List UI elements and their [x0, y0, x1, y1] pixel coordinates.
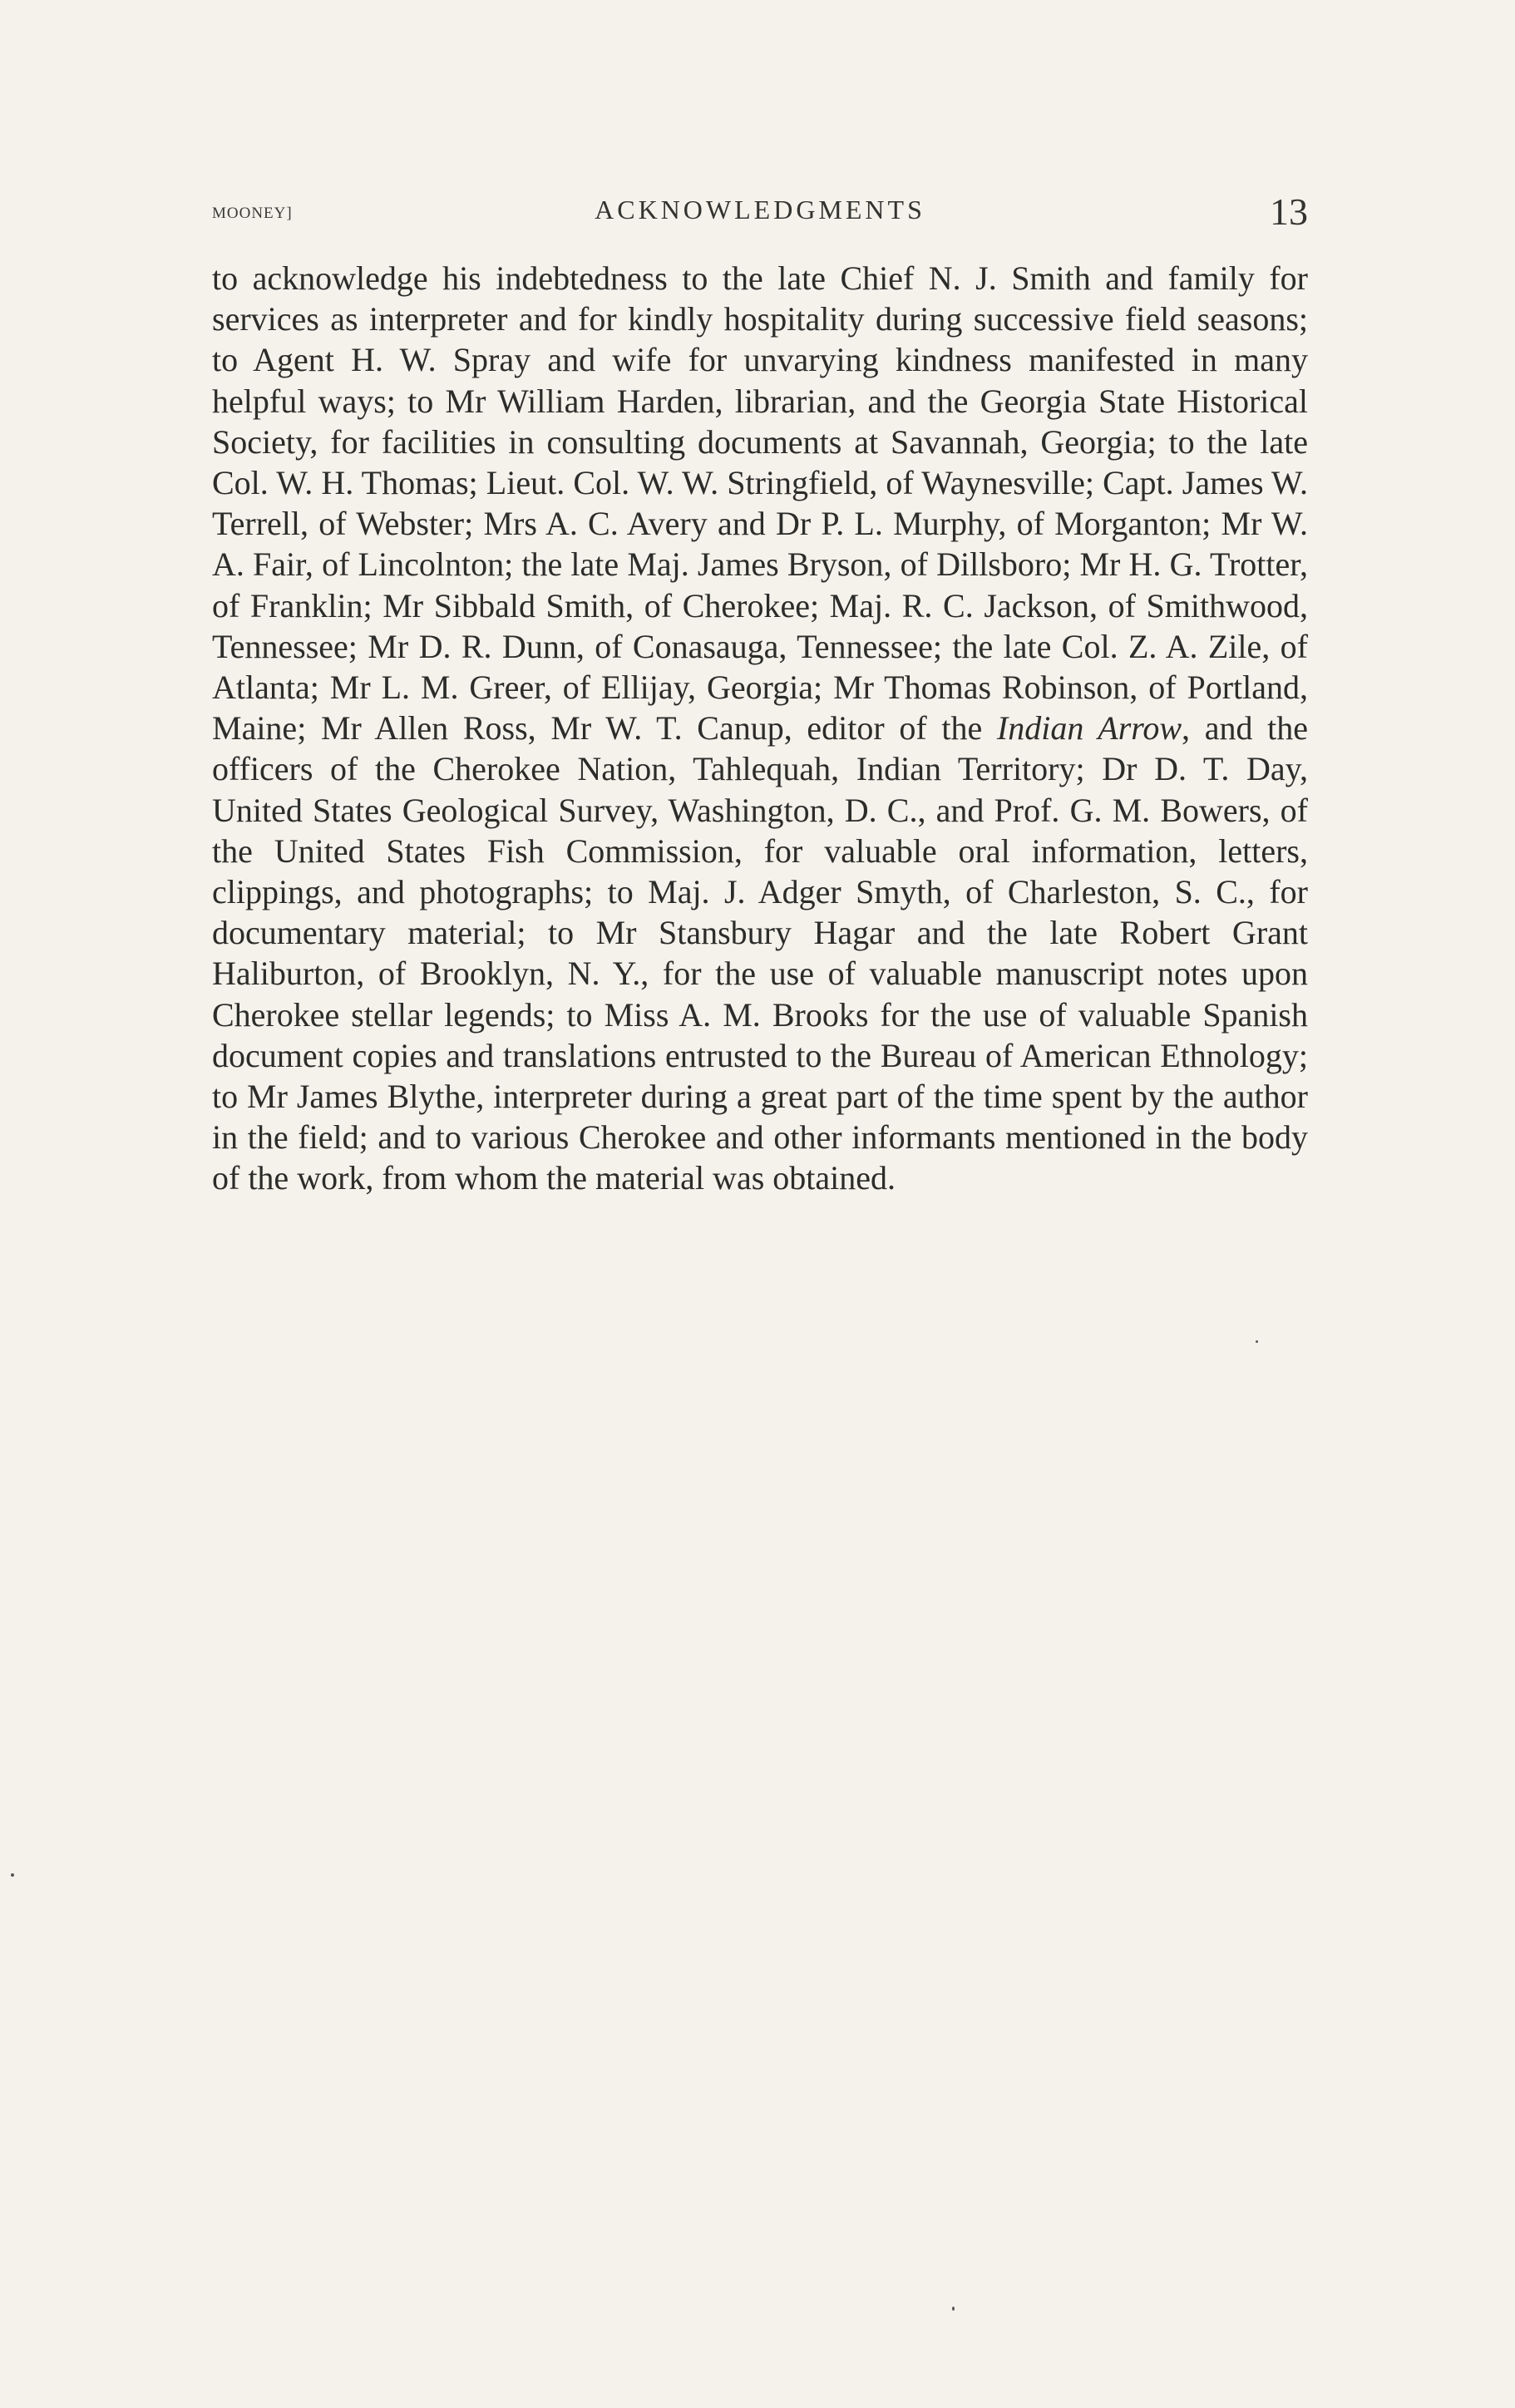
page-number: 13: [1270, 190, 1308, 233]
scan-speck: [952, 2307, 955, 2311]
paragraph-text-part-1: to acknowledge his indebtedness to the late Chief N. J. Smith and family for services as interpreter and for kindly hospitality during successive field seasons; to Agent H. W. Spray and wife for unvarying kindness manifested in many helpful ways; to Mr William Harden, librarian, and the Georgia State Historical Society, for facilities in consulting documents at Savannah, Georgia; to the late Col. W. H. Thomas; Lieut. Col. W. W. Stringfield, of Waynesville; Capt. James W. Terrell, of Webster; Mrs A. C. Avery and Dr P. L. Murphy, of Morganton; Mr W. A. Fair, of Lincolnton; the late Maj. James Bryson, of Dillsboro; Mr H. G. Trotter, of Franklin; Mr Sibbald Smith, of Cherokee; Maj. R. C. Jackson, of Smithwood, Tennessee; Mr D. R. Dunn, of Conasauga, Tennessee; the late Col. Z. A. Zile, of Atlanta; Mr L. M. Greer, of Ellijay, Georgia; Mr Thomas Robinson, of Portland, Maine; Mr Allen Ross, Mr W. T. Canup, editor of the: [212, 259, 1308, 748]
running-header: [212, 190, 1308, 233]
header-section-title: ACKNOWLEDGMENTS: [595, 195, 925, 225]
header-author: MOONEY]: [212, 205, 293, 222]
publication-title: Indian Arrow: [996, 709, 1182, 748]
paragraph-text-part-2: , and the officers of the Cherokee Nation, Tahlequah, Indian Territory; Dr D. T. Day, United States Geological Survey, Washington, D. C., and Prof. G. M. Bowers, of the United States Fish Commission, for valuable oral information, letters, clippings, and photographs; to Maj. J. Adger Smyth, of Charleston, S. C., for documentary material; to Mr Stansbury Hagar and the late Robert Grant Haliburton, of Brooklyn, N. Y., for the use of valuable manuscript notes upon Cherokee stellar legends; to Miss A. M. Brooks for the use of valuable Spanish document copies and translations entrusted to the Bureau of American Ethnology; to Mr James Blythe, interpreter during a great part of the time spent by the author in the field; and to various Cherokee and other informants mentioned in the body of the work, from whom the material was obtained.: [212, 709, 1308, 1197]
scan-speck: [1256, 1340, 1258, 1343]
acknowledgments-paragraph: [212, 258, 1308, 1199]
scan-speck: [11, 1873, 14, 1877]
